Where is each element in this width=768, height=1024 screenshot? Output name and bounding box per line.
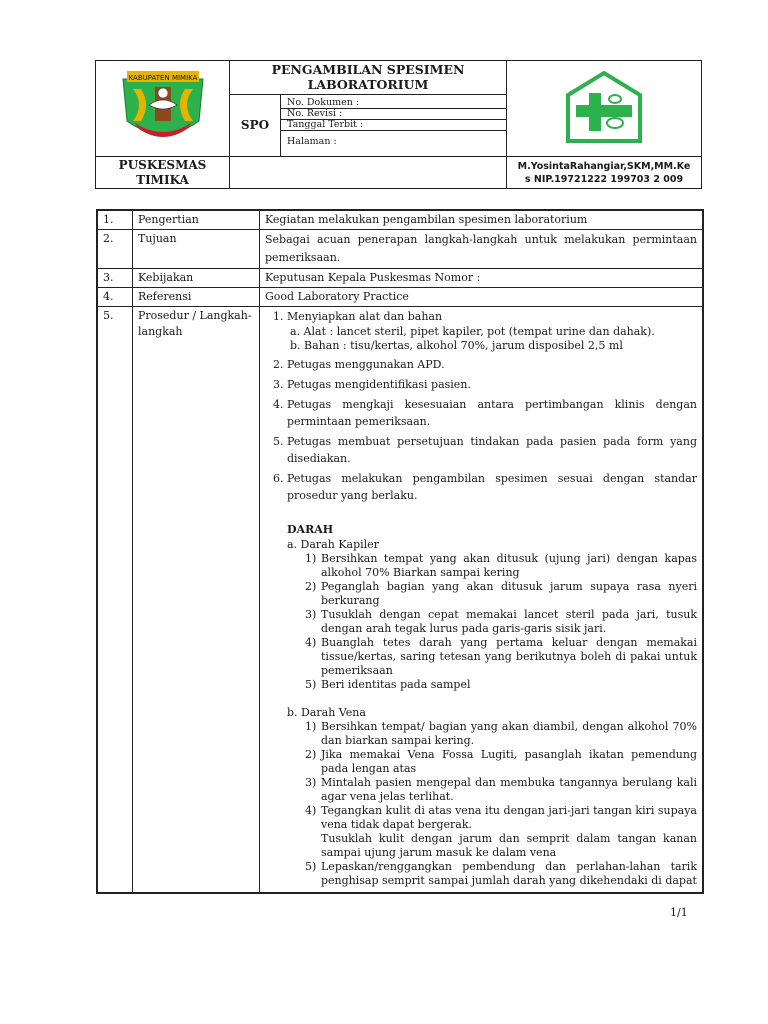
sub-bahan: b. Bahan : tisu/kertas, alkohol 70%, jarum disposibel 2,5 ml [290, 339, 623, 352]
row-content: Sebagai acuan penerapan langkah-langkah untuk melakukan permintaan pemeriksaan. [260, 230, 703, 269]
org-line-2: TIMIKA [136, 172, 189, 187]
row-label: Pengertian [133, 211, 260, 230]
row-number: 3. [98, 269, 133, 288]
step-text: Menyiapkan alat dan bahan [287, 310, 443, 323]
row-label: Prosedur / Langkah-langkah [133, 307, 260, 893]
signer-info [507, 157, 702, 189]
row-kebijakan [98, 269, 703, 288]
kapiler-item: 5) Beri identitas pada sampel [305, 678, 471, 691]
row-content: Good Laboratory Practice [260, 288, 703, 307]
row-pengertian [98, 211, 703, 230]
puskesmas-logo-cell [507, 61, 702, 157]
org-line-1: PUSKESMAS [118, 157, 207, 172]
row-prosedur [98, 307, 703, 893]
row-referensi [98, 288, 703, 307]
vena-item: 2) Jika memakai Vena Fossa Lugiti, pasanglah ikatan pemendung pada lengan atas [305, 748, 697, 775]
darah-heading: DARAH [287, 523, 334, 536]
page-number: 1/1 [670, 906, 688, 919]
field-no-revisi: No. Revisi : [281, 109, 506, 120]
spo-label: SPO [230, 94, 281, 156]
sop-content [96, 209, 704, 894]
kapiler-item: 2) Peganglah bagian yang akan ditusuk jarum supaya rasa nyeri berkurang [305, 580, 697, 607]
procedure-step: 4. Petugas mengkaji kesesuaian antara pertimbangan klinis dengan permintaan pemeriksaan. [287, 396, 697, 430]
row-label: Tujuan [133, 230, 260, 269]
row-label: Kebijakan [133, 269, 260, 288]
document-title [230, 61, 506, 94]
vena-continuation: Tusuklah kulit dengan jarum dan semprit dalam tangan kanan sampai ujung jarum masuk ke dalam vena [321, 832, 697, 859]
empty-header-cell [230, 157, 507, 189]
procedure-step: 5. Petugas membuat persetujuan tindakan pada pasien pada form yang disediakan. [287, 433, 697, 467]
row-content: Keputusan Kepala Puskesmas Nomor : [260, 269, 703, 288]
row-number: 5. [98, 307, 133, 893]
vena-item: 5) Lepaskan/renggangkan pembendung dan perlahan-lahan tarik penghisap semprit sampai jumlah darah yang dikehendaki di dapat [305, 860, 697, 887]
row-number: 1. [98, 211, 133, 230]
row-label: Referensi [133, 288, 260, 307]
procedure-content [260, 307, 703, 893]
procedure-step: 2. Petugas menggunakan APD. [287, 356, 697, 373]
kapiler-item: 3) Tusuklah dengan cepat memakai lancet steril pada jari, tusuk dengan arah tegak lurus pada garis-garis sisik jari. [305, 608, 697, 635]
darah-kapiler-section [287, 538, 697, 692]
darah-vena-section [287, 706, 697, 888]
puskesmas-name [96, 157, 230, 189]
title-line-2: LABORATORIUM [307, 77, 429, 93]
signer-line-1: M.YosintaRahangiar,SKM,MM.Ke [517, 160, 691, 172]
vena-item: 1) Bersihkan tempat/ bagian yang akan diambil, dengan alkohol 70% dan biarkan sampai kering. [305, 720, 697, 747]
kapiler-item: 1) Bersihkan tempat yang akan ditusuk (ujung jari) dengan kapas alkohol 70% Biarkan sampai kering [305, 552, 697, 579]
document-header [95, 60, 702, 189]
vena-item: 3) Mintalah pasien mengepal dan membuka tangannya berulang kali agar vena jelas terlihat. [305, 776, 697, 803]
puskesmas-logo [566, 71, 642, 143]
row-number: 2. [98, 230, 133, 269]
procedure-step: 3. Petugas mengidentifikasi pasien. [287, 376, 697, 393]
row-number: 4. [98, 288, 133, 307]
logo-text: KABUPATEN MIMIKA [128, 73, 197, 82]
title-line-1: PENGAMBILAN SPESIMEN [271, 62, 465, 78]
field-tanggal-terbit: Tanggal Terbit : [281, 120, 506, 131]
procedure-step [287, 308, 697, 353]
sub-alat: a. Alat : lancet steril, pipet kapiler, pot (tempat urine dan dahak). [290, 325, 655, 338]
kapiler-title: a. Darah Kapiler [287, 538, 379, 551]
vena-title: b. Darah Vena [287, 706, 366, 719]
signer-line-2: s NIP.19721222 199703 2 009 [524, 173, 684, 185]
row-content: Kegiatan melakukan pengambilan spesimen laboratorium [260, 211, 703, 230]
kapiler-item: 4) Buanglah tetes darah yang pertama keluar dengan memakai tissue/kertas, saring tetesan yang berikutnya boleh di pakai untuk pemeriksaan [305, 636, 697, 677]
field-halaman: Halaman : [287, 135, 337, 147]
field-no-dokumen: No. Dokumen : [281, 98, 506, 109]
procedure-steps [265, 308, 697, 504]
logo-cell [96, 61, 230, 157]
row-tujuan [98, 230, 703, 269]
procedure-step: 6. Petugas melakukan pengambilan spesimen sesuai dengan standar prosedur yang berlaku. [287, 470, 697, 504]
kabupaten-mimika-logo [115, 65, 211, 149]
vena-item: 4) Tegangkan kulit di atas vena itu dengan jari-jari tangan kiri supaya vena tidak dapat bergerak. [305, 804, 697, 831]
